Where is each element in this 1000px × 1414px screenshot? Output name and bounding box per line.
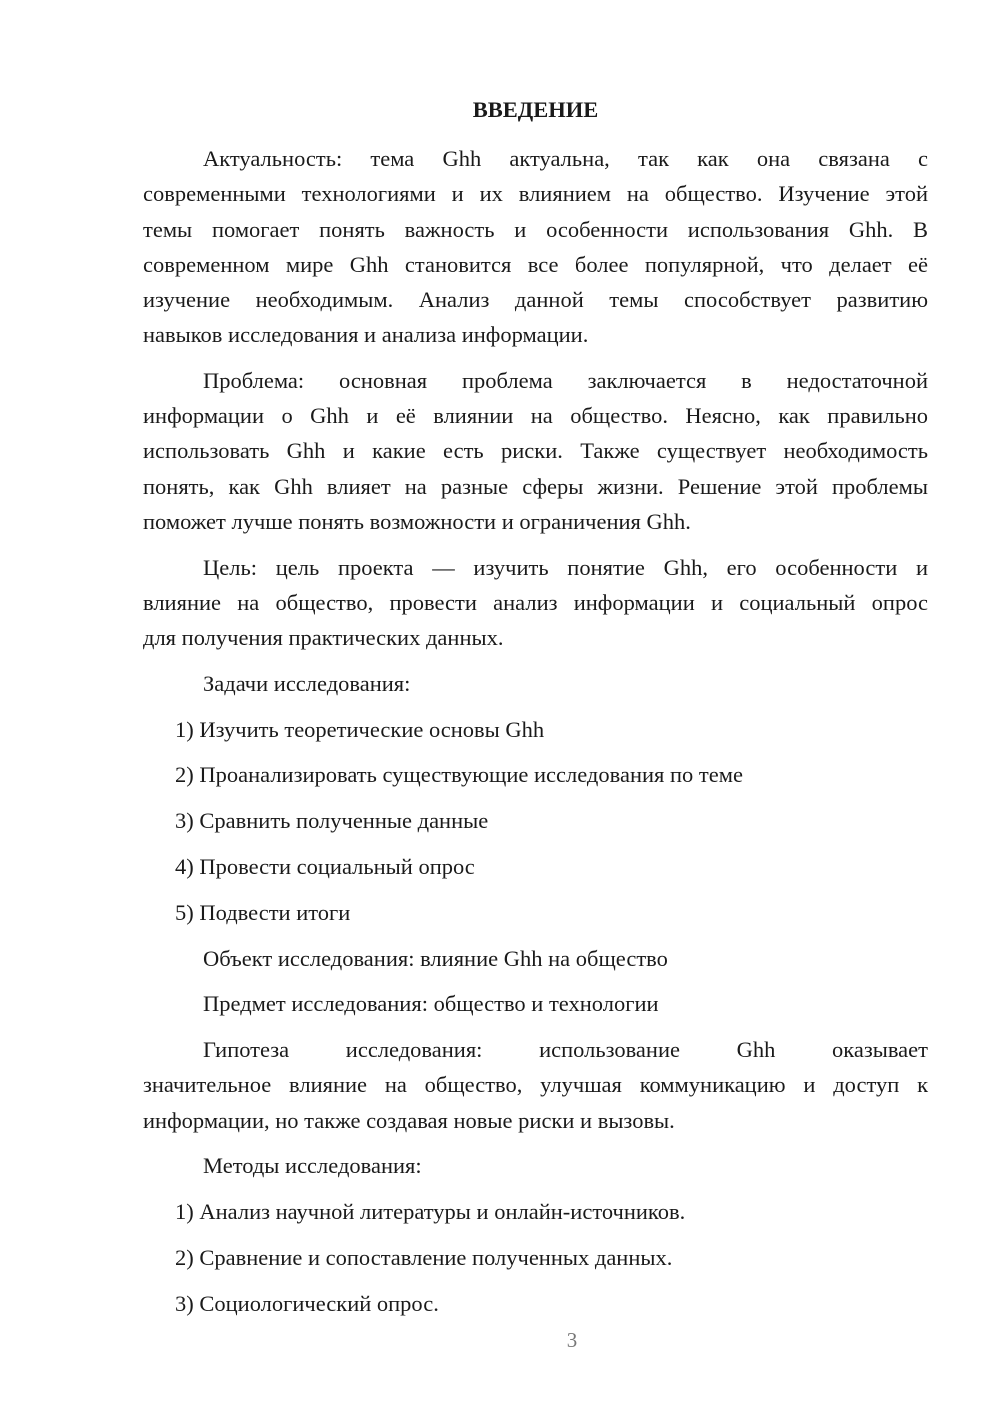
text-line: Методы исследования:	[203, 1153, 422, 1179]
text-line: информации о Ghh и её влиянии на общество. Неясно, как правильно	[143, 403, 928, 429]
page-number: 3	[566, 1328, 578, 1352]
list-item	[143, 895, 928, 930]
paragraph	[143, 941, 928, 976]
text-line: 3) Сравнить полученные данные	[175, 808, 489, 834]
list-item	[143, 757, 928, 792]
text-line: влияние на общество, провести анализ информации и социальный опрос	[143, 589, 928, 615]
section-title: ВВЕДЕНИЕ	[472, 97, 599, 122]
text-line: Актуальность: тема Ghh актуальна, так как она связана с	[203, 146, 928, 172]
paragraph	[143, 363, 928, 539]
text-line: навыков исследования и анализа информации.	[143, 322, 589, 348]
text-line: Гипотеза исследования: использование Ghh оказывает	[203, 1037, 928, 1063]
text-line: изучение необходимым. Анализ данной темы способствует развитию	[143, 287, 928, 313]
text-line: значительное влияние на общество, улучшая коммуникацию и доступ к	[143, 1072, 928, 1098]
text-line: Предмет исследования: общество и технологии	[203, 991, 659, 1017]
list-item	[143, 1240, 928, 1275]
text-line: темы помогает понять важность и особенности использования Ghh. В	[143, 216, 928, 242]
document-page	[143, 92, 928, 1321]
text-line: для получения практических данных.	[143, 625, 504, 651]
list-item	[143, 849, 928, 884]
paragraph	[143, 550, 928, 656]
text-line: Проблема: основная проблема заключается в недостаточной	[203, 368, 928, 394]
paragraph	[143, 1032, 928, 1138]
paragraph	[143, 1148, 928, 1183]
text-line: поможет лучше понять возможности и ограничения Ghh.	[143, 508, 691, 534]
text-line: 2) Сравнение и сопоставление полученных данных.	[175, 1245, 673, 1270]
text-line: 1) Изучить теоретические основы Ghh	[175, 716, 545, 742]
text-line: понять, как Ghh влияет на разные сферы жизни. Решение этой проблемы	[143, 473, 928, 499]
text-line: Цель: цель проекта — изучить понятие Ghh, его особенности и	[203, 554, 928, 580]
list-item	[143, 1286, 928, 1321]
text-line: использовать Ghh и какие есть риски. Также существует необходимость	[143, 438, 928, 464]
document-body	[143, 141, 928, 1321]
list-item	[143, 1194, 928, 1229]
list-item	[143, 803, 928, 838]
list-item	[143, 712, 928, 747]
text-line: 3) Социологический опрос.	[175, 1290, 439, 1316]
text-line: современном мире Ghh становится все более популярной, что делает её	[143, 251, 928, 277]
text-line: 4) Провести социальный опрос	[175, 854, 475, 880]
paragraph	[143, 666, 928, 701]
text-line: Объект исследования: влияние Ghh на общество	[203, 945, 668, 971]
text-line: Задачи исследования:	[203, 670, 411, 696]
text-line: информации, но также создавая новые риски и вызовы.	[143, 1107, 675, 1133]
paragraph	[143, 141, 928, 352]
paragraph	[143, 986, 928, 1021]
text-line: 1) Анализ научной литературы и онлайн-источников.	[175, 1199, 686, 1225]
text-line: 2) Проанализировать существующие исследования по теме	[175, 762, 743, 788]
text-line: современными технологиями и их влиянием на общество. Изучение этой	[143, 181, 928, 207]
text-line: 5) Подвести итоги	[175, 899, 351, 925]
